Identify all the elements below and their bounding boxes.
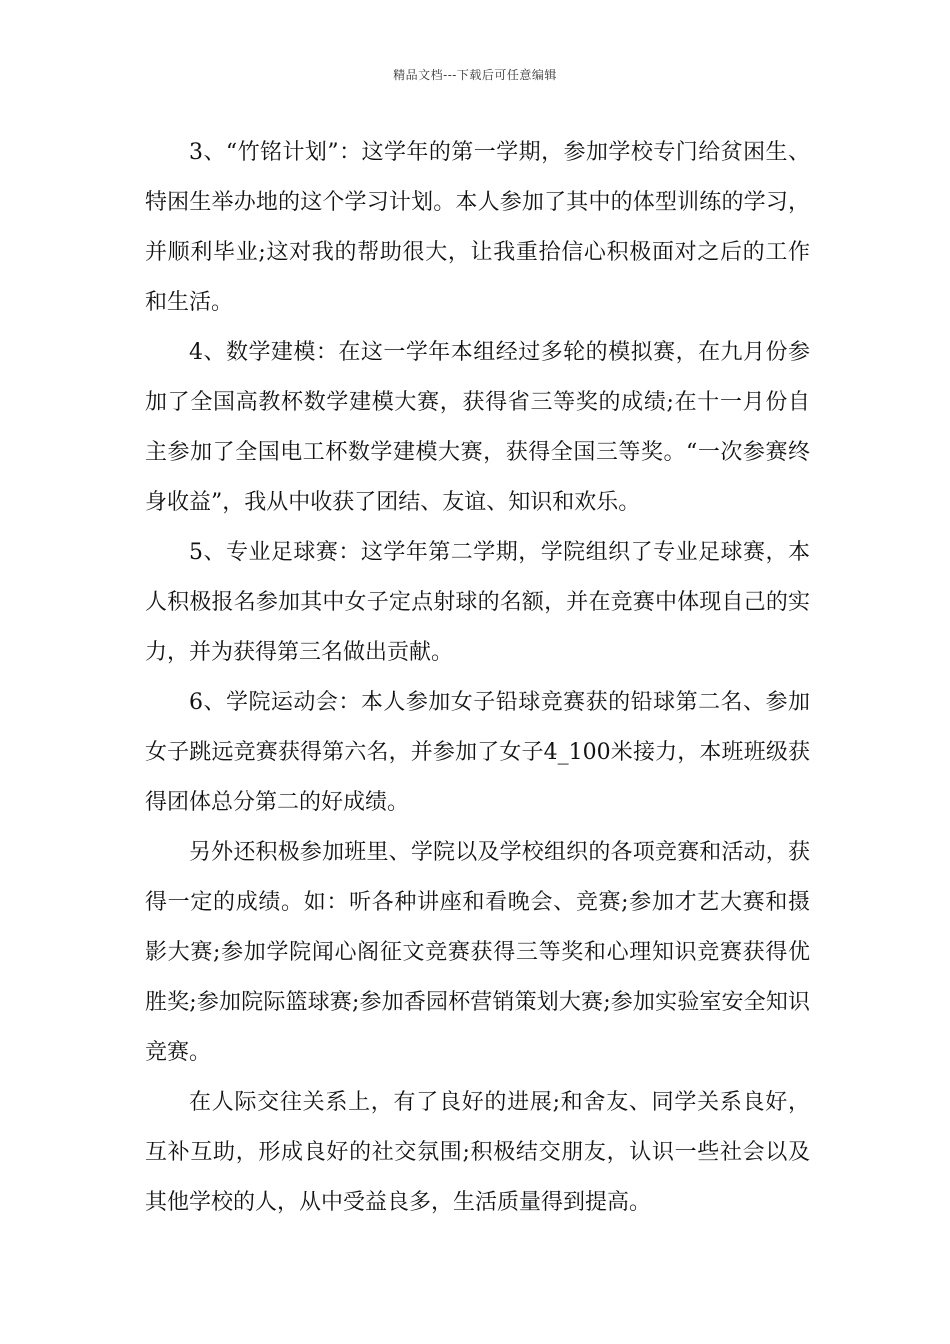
paragraph-zhuming-plan: 3、“竹铭计划”：这学年的第一学期，参加学校专门给贫困生、特困生举办地的这个学习计划。本人参加了其中的体型训练的学习，并顺利毕业;这对我的帮助很大，让我重拾信心积极面对之后的工作和生活。 <box>145 140 810 315</box>
paragraph-math-modeling: 4、数学建模：在这一学年本组经过多轮的模拟赛，在九月份参加了全国高教杯数学建模大赛，获得省三等奖的成绩;在十一月份自主参加了全国电工杯数学建模大赛，获得全国三等奖。“一次参赛终身收益”，我从中收获了团结、友谊、知识和欢乐。 <box>145 340 810 515</box>
paragraph-other-activities: 另外还积极参加班里、学院以及学校组织的各项竞赛和活动，获得一定的成绩。如：听各种讲座和看晚会、竞赛;参加才艺大赛和摄影大赛;参加学院闻心阁征文竞赛获得三等奖和心理知识竞赛获得优胜奖;参加院际篮球赛;参加香园杯营销策划大赛;参加实验室安全知识竞赛。 <box>145 840 810 1065</box>
paragraph-interpersonal: 在人际交往关系上，有了良好的进展;和舍友、同学关系良好，互补互助，形成良好的社交氛围;积极结交朋友，认识一些社会以及其他学校的人，从中受益良多，生活质量得到提高。 <box>145 1090 810 1215</box>
paragraph-sports-meet: 6、学院运动会：本人参加女子铅球竞赛获的铅球第二名、参加女子跳远竞赛获得第六名，并参加了女子4_100米接力，本班班级获得团体总分第二的好成绩。 <box>145 690 810 815</box>
page-header: 精品文档---下载后可任意编辑 <box>393 68 557 82</box>
paragraph-football-match: 5、专业足球赛：这学年第二学期，学院组织了专业足球赛，本人积极报名参加其中女子定点射球的名额，并在竞赛中体现自己的实力，并为获得第三名做出贡献。 <box>145 540 810 665</box>
document-body <box>145 128 810 1228</box>
